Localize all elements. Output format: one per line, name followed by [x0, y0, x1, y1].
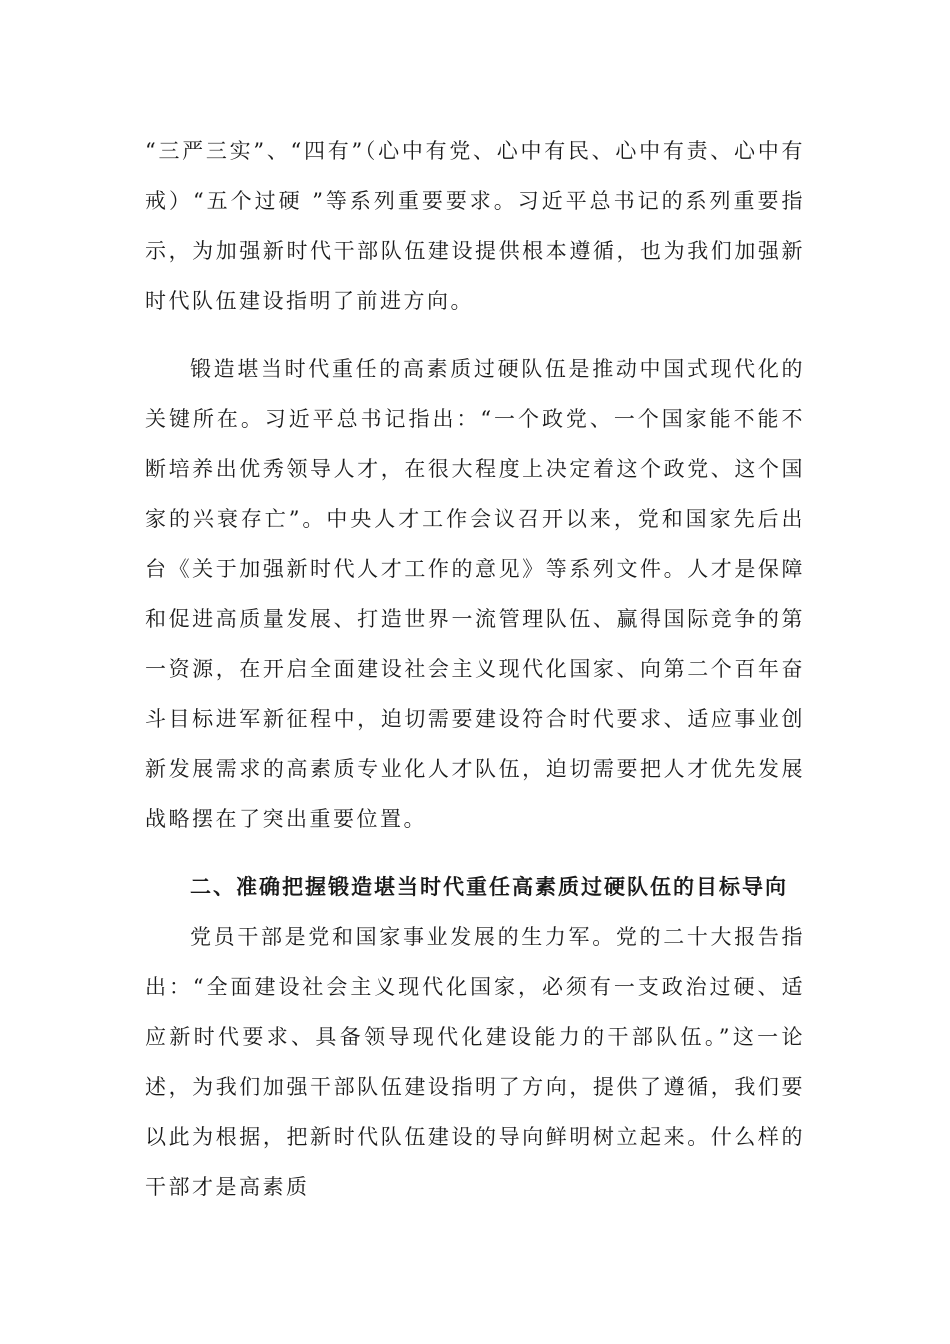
paragraph-talent-team: 锻造堪当时代重任的高素质过硬队伍是推动中国式现代化的关键所在。习近平总书记指出：“一个政党、一个国家能不能不断培养出优秀领导人才，在很大程度上决定着这个政党、这个国家的兴衰存亡”。中央人才工作会议召开以来，党和国家先后出台《关于加强新时代人才工作的意见》等系列文件。人才是保障和促进高质量发展、打造世界一流管理队伍、赢得国际竞争的第一资源，在开启全面建设社会主义现代化国家、向第二个百年奋斗目标进军新征程中，迫切需要建设符合时代要求、适应事业创新发展需求的高素质专业化人才队伍，迫切需要把人才优先发展战略摆在了突出重要位置。 [145, 357, 805, 831]
paragraph-continuation: “三严三实”、“四有”（心中有党、心中有民、心中有责、心中有戒）“五个过硬 ”等系列重要要求。习近平总书记的系列重要指示，为加强新时代干部队伍建设提供根本遵循，也为我们加强新时代队伍建设指明了前进方向。 [145, 139, 805, 313]
document-page [145, 126, 805, 1212]
section-heading: 二、准确把握锻造堪当时代重任高素质过硬队伍的目标导向 [190, 875, 788, 899]
paragraph-party-cadres: 党员干部是党和国家事业发展的生力军。党的二十大报告指出：“全面建设社会主义现代化国家，必须有一支政治过硬、适应新时代要求、具备领导现代化建设能力的干部队伍。”这一论述，为我们加强干部队伍建设指明了方向，提供了遵循，我们要以此为根据，把新时代队伍建设的导向鲜明树立起来。什么样的干部才是高素质 [145, 925, 805, 1199]
